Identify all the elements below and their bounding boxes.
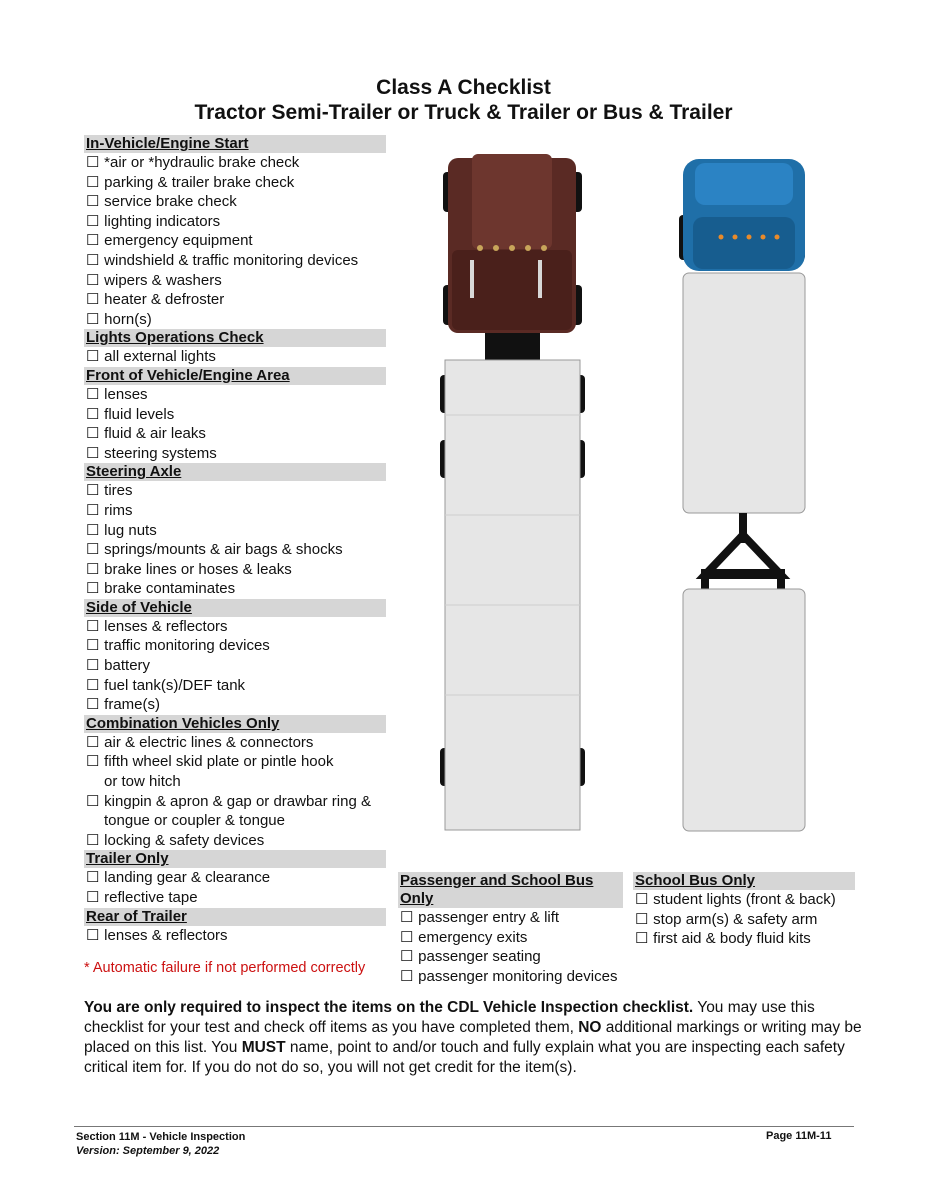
checklist-item: [84, 251, 386, 271]
checkbox[interactable]: ☐: [86, 251, 100, 269]
checklist-item: [84, 385, 386, 405]
checklist-item: [84, 173, 386, 193]
checklist-item-label: lenses: [104, 385, 148, 403]
checkbox[interactable]: ☐: [86, 637, 100, 655]
checkbox[interactable]: ☐: [86, 580, 100, 598]
checkbox[interactable]: ☐: [86, 676, 100, 694]
checkbox[interactable]: ☐: [86, 348, 100, 366]
automatic-failure-note: * Automatic failure if not performed correctly: [84, 960, 366, 976]
checklist-item-label: parking & trailer brake check: [104, 173, 295, 191]
checkbox[interactable]: ☐: [86, 271, 100, 289]
page-title: Class A Checklist: [376, 76, 551, 99]
footer-section: Section 11M - Vehicle Inspection: [76, 1131, 246, 1143]
checklist-item-label: horn(s): [104, 310, 152, 328]
exhaust-stack: [470, 260, 474, 298]
trailer-axle-post: [701, 569, 709, 591]
checklist-item-label: passenger seating: [418, 948, 541, 966]
truck-windshield: [695, 163, 793, 205]
checklist-item: [633, 929, 855, 949]
checkbox[interactable]: ☐: [86, 232, 100, 250]
checkbox[interactable]: ☐: [400, 948, 414, 966]
checkbox[interactable]: ☐: [400, 967, 414, 985]
checkbox[interactable]: ☐: [86, 154, 100, 171]
checkbox[interactable]: ☐: [86, 385, 100, 403]
checklist-item-label: fluid levels: [104, 405, 175, 423]
checkbox[interactable]: ☐: [86, 425, 100, 443]
truck-box: [683, 273, 805, 513]
school-bus-only-section: [633, 872, 855, 949]
checklist-item-label: passenger entry & lift: [418, 909, 560, 926]
tractor-hood: [472, 154, 552, 249]
checklist-item-label: kingpin & apron & gap or drawbar ring &: [104, 792, 371, 810]
checklist-item: [84, 444, 386, 464]
checkbox[interactable]: ☐: [400, 909, 414, 926]
checkbox[interactable]: ☐: [86, 889, 100, 906]
bold-lead: You are only required to inspect the items on the CDL Vehicle Inspection checklist.: [84, 999, 694, 1016]
checkbox[interactable]: ☐: [86, 173, 100, 191]
checklist-item-continuation: tongue or coupler & tongue: [104, 812, 285, 830]
checklist-item-label: lenses & reflectors: [104, 617, 228, 635]
checklist-item-label: fuel tank(s)/DEF tank: [104, 676, 246, 694]
checklist-item: [84, 290, 386, 310]
checklist-item: [84, 733, 386, 753]
footer-rule: [74, 1126, 854, 1127]
checklist-item: [84, 192, 386, 212]
checklist-item: [84, 310, 386, 330]
checklist-item: [84, 676, 386, 696]
checklist-item: [84, 153, 386, 173]
checklist-item-label: first aid & body fluid kits: [653, 930, 811, 948]
footer-left: [76, 1130, 245, 1158]
section-heading: In-Vehicle/Engine Start: [84, 135, 386, 153]
checkbox[interactable]: ☐: [86, 657, 100, 675]
checklist-item-label: student lights (front & back): [653, 891, 836, 908]
checklist-item-label: fifth wheel skid plate or pintle hook: [104, 753, 334, 771]
checklist-item: [84, 579, 386, 599]
checklist-item: [84, 792, 386, 812]
checklist-item-label: landing gear & clearance: [104, 869, 271, 887]
checklist-item-continuation: or tow hitch: [104, 773, 181, 791]
paragraph-text: name, point to and/or touch and fully explain what you are inspecting each safety critical item for. If you do not do so, you will not get credit for the item(s).: [84, 1039, 845, 1076]
checkbox[interactable]: ☐: [86, 696, 100, 714]
checklist-item: [84, 831, 386, 851]
checklist-item: [633, 910, 855, 930]
section-heading: Combination Vehicles Only: [84, 715, 386, 733]
checklist-item-label: *air or *hydraulic brake check: [104, 154, 300, 171]
section-heading: Side of Vehicle: [84, 599, 386, 617]
checkbox[interactable]: ☐: [86, 212, 100, 230]
checklist-item-label: reflective tape: [104, 889, 198, 906]
paragraph-text: You may use this checklist for your test and check off items as you have completed them,: [84, 999, 815, 1036]
checklist-item: [84, 926, 386, 946]
checklist-item-label: air & electric lines & connectors: [104, 733, 314, 751]
truck-and-trailer-illustration: [675, 155, 815, 835]
drawbar-bar: [701, 569, 785, 577]
section-heading: Lights Operations Check: [84, 329, 386, 347]
checklist-item-label: wipers & washers: [104, 271, 222, 289]
checklist-item-label: fluid & air leaks: [104, 425, 206, 443]
checklist-item: [84, 347, 386, 367]
checklist-item: [398, 967, 623, 987]
checklist-item: [84, 501, 386, 521]
checkbox[interactable]: ☐: [86, 501, 100, 519]
checkbox[interactable]: ☐: [86, 831, 100, 849]
instructions-paragraph: [84, 998, 864, 1078]
checklist-item-label: locking & safety devices: [104, 831, 265, 849]
checkbox[interactable]: ☐: [86, 541, 100, 559]
checkbox[interactable]: ☐: [86, 291, 100, 309]
checklist-item: [84, 868, 386, 888]
checklist-item-label: emergency equipment: [104, 232, 253, 250]
checklist-item: [84, 656, 386, 676]
checklist-item-label: emergency exits: [418, 928, 528, 946]
checklist-item-label: traffic monitoring devices: [104, 637, 270, 655]
checklist-item: [84, 752, 386, 772]
checkbox[interactable]: ☐: [86, 444, 100, 462]
checklist-item: [84, 636, 386, 656]
checkbox[interactable]: ☐: [635, 910, 649, 928]
checkbox[interactable]: ☐: [86, 617, 100, 635]
checklist-item: [398, 928, 623, 948]
checkbox[interactable]: ☐: [86, 926, 100, 944]
footer-page-number: Page 11M-11: [766, 1130, 832, 1142]
checklist-item: [84, 617, 386, 637]
section-heading: Trailer Only: [84, 850, 386, 868]
checklist-item-label: battery: [104, 657, 151, 675]
checkbox[interactable]: ☐: [86, 405, 100, 423]
full-trailer-box: [683, 589, 805, 831]
checkbox[interactable]: ☐: [635, 891, 649, 908]
section-heading: Front of Vehicle/Engine Area: [84, 367, 386, 385]
checklist-item: [84, 405, 386, 425]
checklist-item-label: brake contaminates: [104, 580, 236, 598]
checkbox[interactable]: ☐: [86, 521, 100, 539]
checklist-item-label: all external lights: [104, 348, 216, 366]
checklist-item: [84, 560, 386, 580]
checkbox[interactable]: ☐: [86, 482, 100, 500]
emphasis-must: MUST: [241, 1039, 286, 1056]
checkbox[interactable]: ☐: [635, 930, 649, 948]
truck-roof: [693, 217, 795, 269]
section-heading: Rear of Trailer: [84, 908, 386, 926]
checkbox[interactable]: ☐: [400, 928, 414, 946]
checklist-item-label: service brake check: [104, 193, 237, 211]
exhaust-stack: [538, 260, 542, 298]
checkbox[interactable]: ☐: [86, 753, 100, 771]
tractor-semi-trailer-illustration: [430, 150, 595, 840]
section-heading: Steering Axle: [84, 463, 386, 481]
checklist-item: [84, 271, 386, 291]
emphasis-no: NO: [578, 1019, 602, 1036]
page-subtitle: Tractor Semi-Trailer or Truck & Trailer or Bus & Trailer: [194, 101, 733, 124]
footer-version: Version: September 9, 2022: [76, 1145, 220, 1157]
checklist-item-label: heater & defroster: [104, 291, 225, 309]
section-heading: School Bus Only: [633, 872, 855, 890]
checkbox[interactable]: ☐: [86, 193, 100, 211]
checklist-item: [84, 540, 386, 560]
checkbox[interactable]: ☐: [86, 733, 100, 751]
checklist-item: [84, 231, 386, 251]
checkbox[interactable]: ☐: [86, 869, 100, 887]
checklist-item-label: rims: [104, 501, 133, 519]
trailer-axle-post: [777, 569, 785, 591]
checklist-item-label: steering systems: [104, 444, 217, 462]
checklist-item-label: lug nuts: [104, 521, 157, 539]
checkbox[interactable]: ☐: [86, 310, 100, 328]
checklist-item: [398, 947, 623, 967]
checklist-item: [84, 888, 386, 908]
checkbox[interactable]: ☐: [86, 792, 100, 810]
left-checklist: [84, 135, 386, 945]
checklist-item-label: stop arm(s) & safety arm: [653, 910, 818, 928]
checkbox[interactable]: ☐: [86, 560, 100, 578]
checklist-item-label: windshield & traffic monitoring devices: [104, 251, 359, 269]
checklist-item: [84, 424, 386, 444]
checklist-item: [84, 521, 386, 541]
semi-trailer-body: [445, 360, 580, 830]
checklist-item-label: passenger monitoring devices: [418, 967, 618, 985]
checklist-item-label: frame(s): [104, 696, 161, 714]
checklist-item: [84, 695, 386, 715]
checklist-item: [633, 890, 855, 910]
checklist-item-label: lighting indicators: [104, 212, 221, 230]
checklist-item-label: tires: [104, 482, 133, 500]
checklist-item: [398, 908, 623, 928]
checklist-item: [84, 481, 386, 501]
passenger-school-bus-section: [398, 872, 623, 986]
fifth-wheel: [485, 333, 540, 361]
checklist-item-label: lenses & reflectors: [104, 926, 228, 944]
checklist-item: [84, 212, 386, 232]
checklist-item-label: springs/mounts & air bags & shocks: [104, 541, 343, 559]
section-heading: Passenger and School Bus Only: [398, 872, 623, 908]
paragraph-text: additional markings or writing may be placed on this list. You: [84, 1019, 862, 1056]
checklist-item-label: brake lines or hoses & leaks: [104, 560, 292, 578]
